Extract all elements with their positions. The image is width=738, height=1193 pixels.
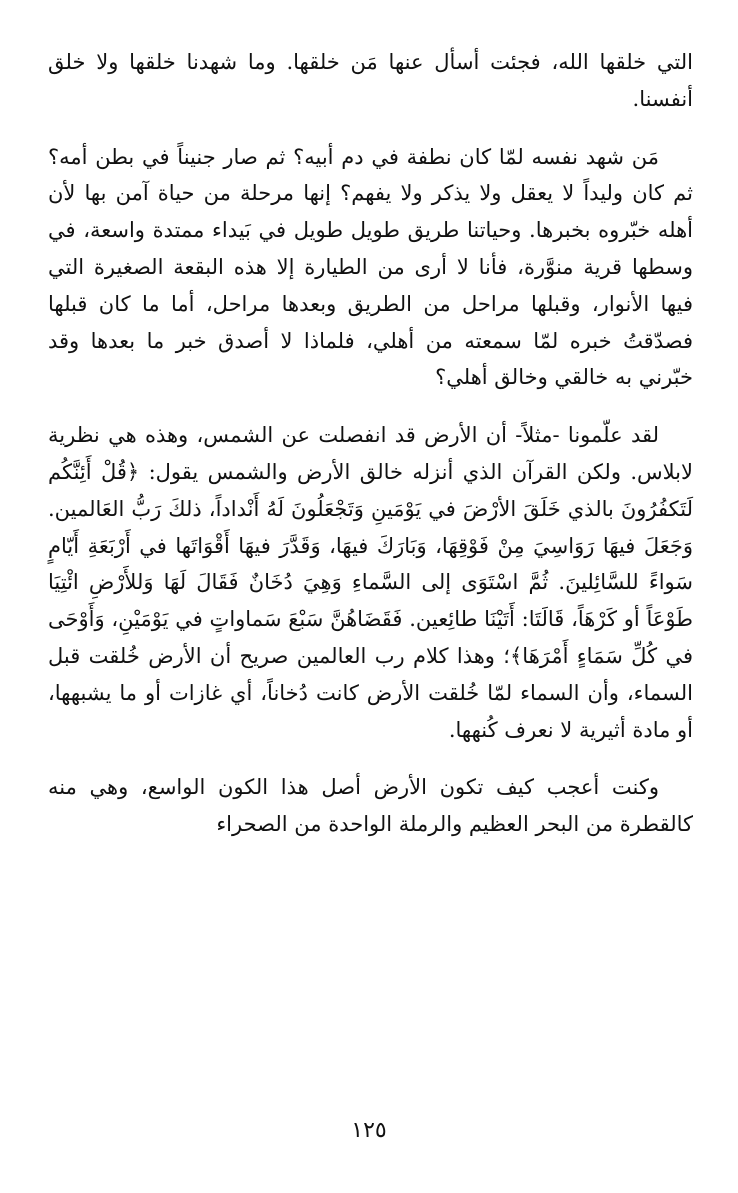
paragraph-4: وكنت أعجب كيف تكون الأرض أصل هذا الكون الواسع، وهي منه كالقطرة من البحر العظيم والرملة الواحدة من الصحراء — [48, 775, 693, 837]
paragraph-2: مَن شهد نفسه لمّا كان نطفة في دم أبيه؟ ثم صار جنيناً في بطن أمه؟ ثم كان وليداً لا يعقل ولا يذكر ولا يفهم؟ إنها مرحلة من حياة آمن بها لأن أهله خبّروه بخبرها. وحياتنا طريق طويل طويل في بَيداء ممتدة واسعة، في وسطها قرية منوَّرة، فأنا لا أرى من الطيارة إلا هذه البقعة الصغيرة التي فيها الأنوار، وقبلها مراحل من الطريق وبعدها مراحل، أما ما كان قبلها فصدّقتُ خبره لمّا سمعته من أهلي، فلماذا لا أصدق خبر ما بعدها وقد خبّرني به خالقي وخالق أهلي؟ — [48, 144, 693, 390]
page-number: ١٢٥ — [351, 1118, 387, 1143]
paragraph-1: التي خلقها الله، فجئت أسأل عنها مَن خلقها. وما شهدنا خلقها ولا خلق أنفسنا. — [48, 50, 693, 111]
page-body — [48, 44, 693, 843]
paragraph-3: لقد علّمونا -مثلاً- أن الأرض قد انفصلت عن الشمس، وهذه هي نظرية لابلاس. ولكن القرآن الذي أنزله خالق الأرض والشمس يقول: ﴿قُلْ أَئِنَّكُم لَتَكفُرُونَ بالذي خَلَقَ الأرْضَ في يَوْمَينِ وَتَجْعَلُونَ لَهُ أَنْداداً، ذلكَ رَبُّ العَالمين. وَجَعَلَ فيهَا رَوَاسِيَ مِنْ فَوْقِهَا، وَبَارَكَ فيهَا، وَقَدَّرَ فيهَا أَقْوَاتَها في أَرْبَعَةِ أَيّامٍ سَواءً للسَّائِلينَ. ثُمَّ اسْتَوَى إلى السَّماءِ وَهِيَ دُخَانٌ فَقَالَ لَهَا وَللأَرْضِ ائْتِيَا طَوْعَاً أو كَرْهَاً، قَالَتَا: أَتَيْنَا طائِعين. فَقَضَاهُنَّ سَبْعَ سَماواتٍ في يَوْمَيْنِ، وَأَوْحَى في كُلِّ سَمَاءٍ أَمْرَهَا﴾؛ وهذا كلام رب العالمين صريح أن الأرض خُلقت قبل السماء، وأن السماء لمّا خُلقت الأرض كانت دُخاناً، أي غازات أو ما يشبهها، أو مادة أثيرية لا نعرف كُنهها. — [48, 423, 693, 742]
